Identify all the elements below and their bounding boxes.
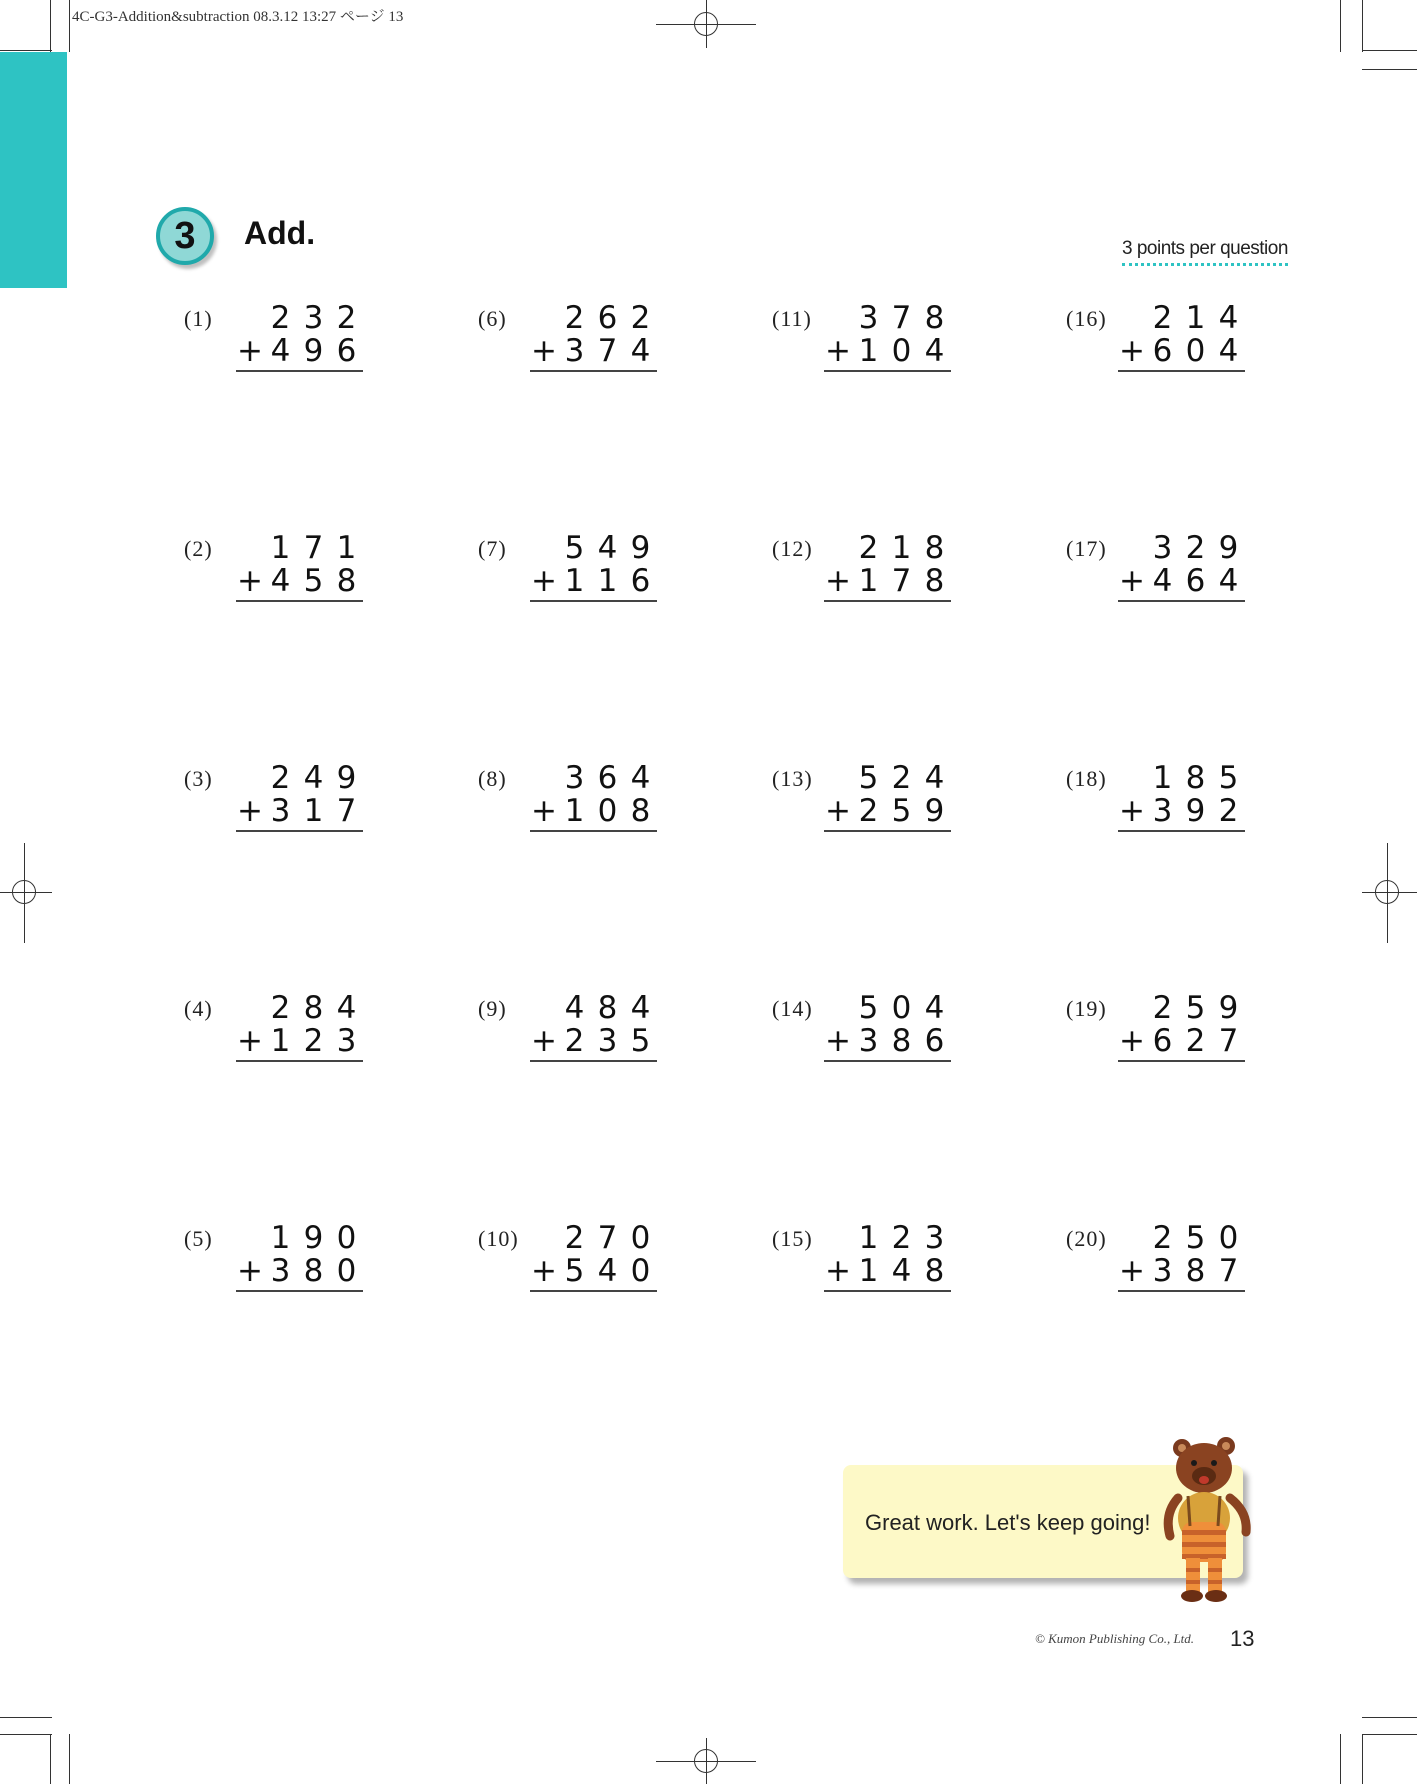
plus-sign: + [237, 563, 263, 599]
problem-item [1066, 760, 1256, 840]
addend-value: 3 9 2 [1152, 793, 1239, 829]
problem-number: (19) [1066, 996, 1107, 1021]
problem-item [478, 990, 668, 1070]
problem-item [772, 530, 962, 610]
addend-bottom [1118, 563, 1245, 597]
answer-line [1118, 1290, 1245, 1292]
addend-bottom [530, 1023, 657, 1057]
addend-value: 1 9 0 [270, 1220, 357, 1256]
addend-value: 2 8 4 [270, 990, 357, 1026]
answer-line [824, 830, 951, 832]
addend-bottom [530, 333, 657, 367]
addend-value: 2 5 0 [1152, 1220, 1239, 1256]
addend-value: 4 9 6 [270, 333, 357, 369]
problem-number: (14) [772, 996, 813, 1021]
answer-line [824, 1290, 951, 1292]
plus-sign: + [531, 1023, 557, 1059]
answer-line [1118, 1060, 1245, 1062]
addend-bottom [824, 563, 951, 597]
addend-bottom [1118, 1253, 1245, 1287]
problem-number: (5) [184, 1226, 213, 1251]
problem-item [184, 760, 374, 840]
addend-top [236, 1220, 363, 1254]
problem-number: (11) [772, 306, 812, 331]
addend-bottom [236, 1023, 363, 1057]
addend-top [236, 990, 363, 1024]
addend-top [1118, 760, 1245, 794]
addend-value: 1 8 5 [1152, 760, 1239, 796]
addend-value: 3 2 9 [1152, 530, 1239, 566]
problem-item [772, 760, 962, 840]
addend-value: 2 3 2 [270, 300, 357, 336]
addend-value: 3 8 0 [270, 1253, 357, 1289]
answer-line [530, 830, 657, 832]
problem-number: (10) [478, 1226, 519, 1251]
addend-bottom [530, 1253, 657, 1287]
speech-bubble-text: Great work. Let's keep going! [865, 1510, 1151, 1535]
answer-line [236, 600, 363, 602]
plus-sign: + [1119, 563, 1145, 599]
plus-sign: + [825, 333, 851, 369]
addend-top [236, 300, 363, 334]
problem-item [184, 300, 374, 380]
addend-value: 2 3 5 [564, 1023, 651, 1059]
addend-top [530, 1220, 657, 1254]
plus-sign: + [1119, 333, 1145, 369]
addend-top [1118, 530, 1245, 564]
problem-item [772, 990, 962, 1070]
section-tab [0, 52, 67, 288]
addend-bottom [236, 333, 363, 367]
addend-bottom [1118, 793, 1245, 827]
addend-top [530, 760, 657, 794]
plus-sign: + [825, 793, 851, 829]
problem-number: (9) [478, 996, 507, 1021]
addend-value: 3 7 4 [564, 333, 651, 369]
plus-sign: + [825, 1253, 851, 1289]
addend-bottom [824, 793, 951, 827]
problem-item [478, 1220, 668, 1300]
problem-item [1066, 1220, 1256, 1300]
plus-sign: + [237, 1253, 263, 1289]
answer-line [824, 1060, 951, 1062]
addend-bottom [530, 563, 657, 597]
problem-item [1066, 530, 1256, 610]
addend-top [530, 990, 657, 1024]
plus-sign: + [531, 793, 557, 829]
answer-line [1118, 370, 1245, 372]
addend-value: 2 5 9 [858, 793, 945, 829]
addend-top [530, 530, 657, 564]
problem-item [478, 530, 668, 610]
plus-sign: + [237, 1023, 263, 1059]
answer-line [1118, 600, 1245, 602]
addend-top [236, 530, 363, 564]
addend-value: 2 6 2 [564, 300, 651, 336]
answer-line [530, 370, 657, 372]
addend-value: 1 7 8 [858, 563, 945, 599]
problem-item [478, 300, 668, 380]
addend-bottom [824, 1023, 951, 1057]
addend-value: 6 0 4 [1152, 333, 1239, 369]
addend-value: 1 2 3 [270, 1023, 357, 1059]
answer-line [530, 1060, 657, 1062]
plus-sign: + [825, 1023, 851, 1059]
problem-number: (16) [1066, 306, 1107, 331]
addend-value: 2 4 9 [270, 760, 357, 796]
addend-value: 1 0 4 [858, 333, 945, 369]
addend-value: 1 1 6 [564, 563, 651, 599]
answer-line [236, 370, 363, 372]
addend-value: 5 4 0 [564, 1253, 651, 1289]
problem-number: (13) [772, 766, 813, 791]
problem-number: (20) [1066, 1226, 1107, 1251]
addend-top [1118, 990, 1245, 1024]
plus-sign: + [1119, 793, 1145, 829]
addend-bottom [824, 1253, 951, 1287]
answer-line [236, 1290, 363, 1292]
plus-sign: + [1119, 1023, 1145, 1059]
addend-value: 5 4 9 [564, 530, 651, 566]
problem-item [184, 990, 374, 1070]
addend-bottom [824, 333, 951, 367]
answer-line [530, 1290, 657, 1292]
addend-value: 2 7 0 [564, 1220, 651, 1256]
addend-value: 3 8 6 [858, 1023, 945, 1059]
addend-top [824, 990, 951, 1024]
addend-top [1118, 300, 1245, 334]
problem-item [184, 1220, 374, 1300]
problem-item [772, 300, 962, 380]
addend-value: 3 6 4 [564, 760, 651, 796]
addend-value: 2 1 8 [858, 530, 945, 566]
answer-line [1118, 830, 1245, 832]
points-note: 3 points per question [1122, 238, 1288, 266]
problem-number: (6) [478, 306, 507, 331]
answer-line [236, 830, 363, 832]
addend-bottom [1118, 1023, 1245, 1057]
plus-sign: + [531, 333, 557, 369]
addend-value: 1 2 3 [858, 1220, 945, 1256]
answer-line [824, 370, 951, 372]
problem-item [772, 1220, 962, 1300]
addend-value: 5 0 4 [858, 990, 945, 1026]
problem-number: (18) [1066, 766, 1107, 791]
section-number-badge: 3 [156, 207, 214, 265]
problem-number: (15) [772, 1226, 813, 1251]
addend-bottom [236, 563, 363, 597]
addend-value: 3 8 7 [1152, 1253, 1239, 1289]
problem-number: (2) [184, 536, 213, 561]
problem-number: (17) [1066, 536, 1107, 561]
addend-value: 2 1 4 [1152, 300, 1239, 336]
bear-mascot-icon [1160, 1436, 1256, 1606]
addend-top [824, 760, 951, 794]
addend-value: 3 7 8 [858, 300, 945, 336]
addend-value: 4 8 4 [564, 990, 651, 1026]
addend-top [824, 1220, 951, 1254]
addend-top [824, 530, 951, 564]
addend-bottom [1118, 333, 1245, 367]
addend-value: 2 5 9 [1152, 990, 1239, 1026]
addend-bottom [530, 793, 657, 827]
addend-top [530, 300, 657, 334]
problem-item [1066, 990, 1256, 1070]
addend-top [236, 760, 363, 794]
addend-bottom [236, 1253, 363, 1287]
plus-sign: + [531, 563, 557, 599]
addend-value: 3 1 7 [270, 793, 357, 829]
answer-line [236, 1060, 363, 1062]
plus-sign: + [531, 1253, 557, 1289]
answer-line [530, 600, 657, 602]
print-header: 4C-G3-Addition&subtraction 08.3.12 13:27 ページ 13 [72, 9, 404, 25]
page-number: 13 [1230, 1626, 1255, 1651]
problem-item [184, 530, 374, 610]
plus-sign: + [825, 563, 851, 599]
instruction-heading: Add. [244, 215, 316, 251]
plus-sign: + [237, 333, 263, 369]
addend-bottom [236, 793, 363, 827]
copyright-notice: © Kumon Publishing Co., Ltd. [1035, 1631, 1195, 1646]
addend-value: 6 2 7 [1152, 1023, 1239, 1059]
plus-sign: + [237, 793, 263, 829]
problem-number: (3) [184, 766, 213, 791]
problem-item [478, 760, 668, 840]
addend-value: 5 2 4 [858, 760, 945, 796]
problem-number: (7) [478, 536, 507, 561]
problem-number: (1) [184, 306, 213, 331]
addend-value: 1 4 8 [858, 1253, 945, 1289]
problem-number: (8) [478, 766, 507, 791]
answer-line [824, 600, 951, 602]
addend-top [1118, 1220, 1245, 1254]
problem-item [1066, 300, 1256, 380]
problem-number: (4) [184, 996, 213, 1021]
plus-sign: + [1119, 1253, 1145, 1289]
addend-value: 1 0 8 [564, 793, 651, 829]
problem-number: (12) [772, 536, 813, 561]
addend-value: 1 7 1 [270, 530, 357, 566]
addend-value: 4 6 4 [1152, 563, 1239, 599]
addend-value: 4 5 8 [270, 563, 357, 599]
addend-top [824, 300, 951, 334]
